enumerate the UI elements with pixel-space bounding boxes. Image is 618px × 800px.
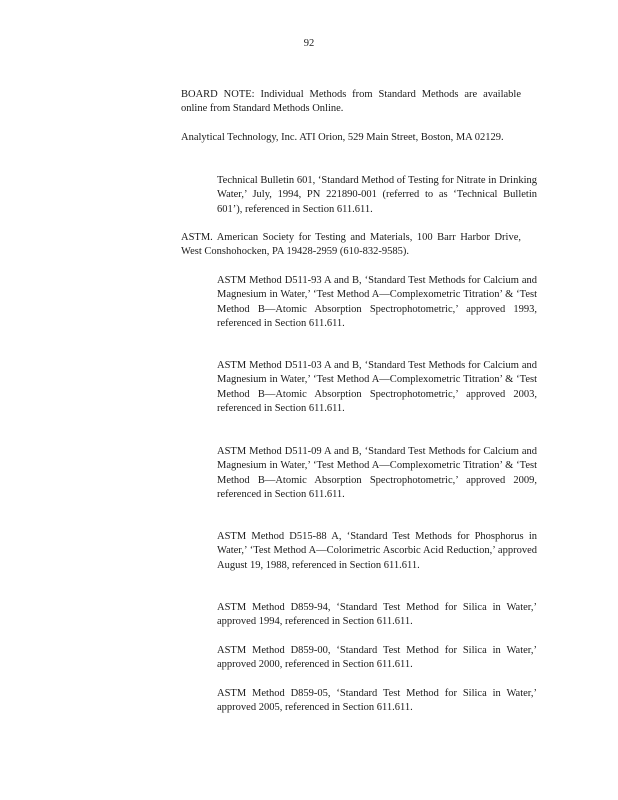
reference-entry-text: ASTM Method D515-88 A, ‘Standard Test Methods for Phosphorus in Water,’ ‘Test Method A—Colorimetric Ascorbic Acid Reduction,’ approved August 19, 1988, referenced in Section 611.611.: [217, 531, 537, 571]
reference-entry-text: ASTM Method D859-00, ‘Standard Test Method for Silica in Water,’ approved 2000, referenced in Section 611.611.: [217, 645, 537, 671]
reference-entry: [217, 274, 537, 331]
reference-entry: [217, 359, 537, 416]
reference-entry: [217, 687, 537, 716]
ati-organization-text: Analytical Technology, Inc. ATI Orion, 529 Main Street, Boston, MA 02129.: [181, 132, 504, 143]
reference-entry-text: ASTM Method D511-09 A and B, ‘Standard Test Methods for Calcium and Magnesium in Water,’ ‘Test Method A—Complexometric Titration’ & ‘Test Method B—Atomic Absorption Spectrophotometric,’ approved 2009, referenced in Section 611.611.: [217, 446, 537, 500]
reference-entry-text: ASTM Method D511-93 A and B, ‘Standard Test Methods for Calcium and Magnesium in Water,’ ‘Test Method A—Complexometric Titration’ & ‘Test Method B—Atomic Absorption Spectrophotometric,’ approved 1993, referenced in Section 611.611.: [217, 275, 537, 329]
reference-entry: [217, 445, 537, 502]
astm-organization: [181, 231, 521, 260]
ati-organization: [181, 131, 521, 145]
reference-entry: [217, 601, 537, 630]
board-note: [181, 88, 521, 117]
reference-entry: [217, 530, 537, 573]
reference-entry-text: ASTM Method D859-05, ‘Standard Test Method for Silica in Water,’ approved 2005, referenced in Section 611.611.: [217, 688, 537, 714]
astm-organization-text: ASTM. American Society for Testing and Materials, 100 Barr Harbor Drive, West Conshohocken, PA 19428-2959 (610-832-9585).: [181, 232, 521, 258]
board-note-text: BOARD NOTE: Individual Methods from Standard Methods are available online from Standard Methods Online.: [181, 89, 521, 115]
reference-entry: [217, 174, 537, 217]
reference-entry-text: ASTM Method D859-94, ‘Standard Test Method for Silica in Water,’ approved 1994, referenced in Section 611.611.: [217, 602, 537, 628]
page-number: 92: [303, 38, 315, 49]
reference-entry: [217, 644, 537, 673]
reference-entry-text: Technical Bulletin 601, ‘Standard Method of Testing for Nitrate in Drinking Water,’ July, 1994, PN 221890-001 (referred to as ‘Technical Bulletin 601’), referenced in Section 611.611.: [217, 175, 537, 215]
reference-entry-text: ASTM Method D511-03 A and B, ‘Standard Test Methods for Calcium and Magnesium in Water,’ ‘Test Method A—Complexometric Titration’ & ‘Test Method B—Atomic Absorption Spectrophotometric,’ approved 2003, referenced in Section 611.611.: [217, 360, 537, 414]
